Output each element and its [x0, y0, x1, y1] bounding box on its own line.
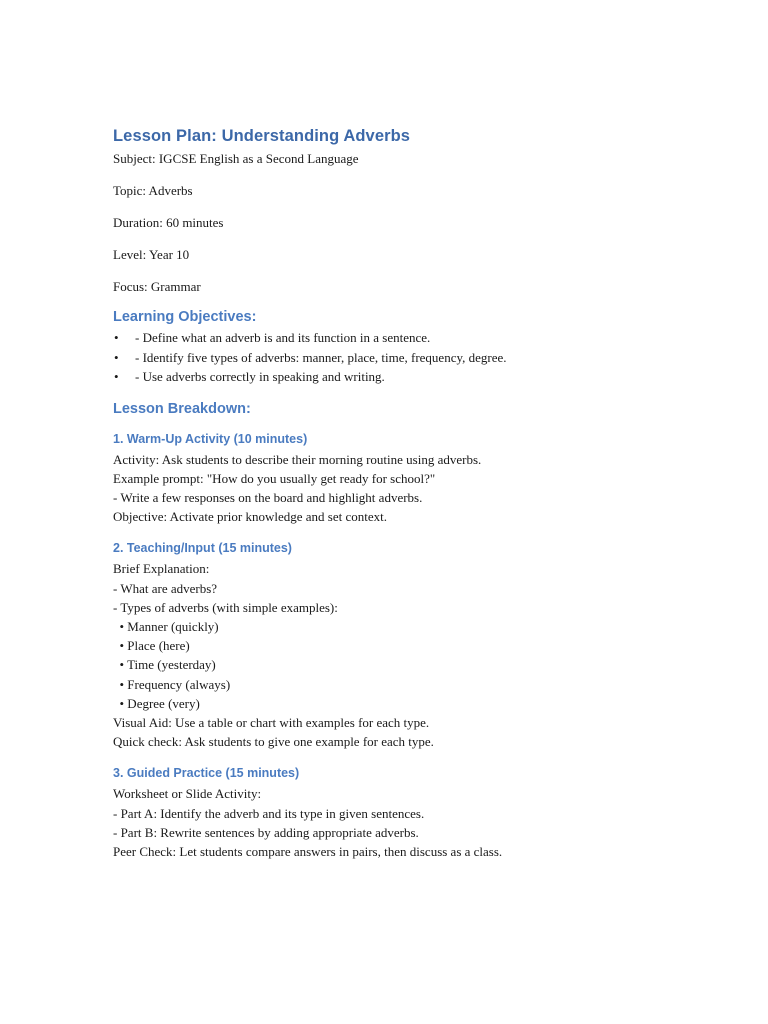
objectives-heading: Learning Objectives: [113, 309, 257, 325]
breakdown-heading: Lesson Breakdown: [113, 400, 251, 417]
document-title: Lesson Plan: Understanding Adverbs [113, 127, 411, 145]
meta-level: Level: Year 10 [113, 247, 190, 262]
section-heading: 1. Warm-Up Activity (10 minutes) [113, 431, 308, 446]
section-line: - Part A: Identify the adverb and its type in given sentences. [113, 805, 425, 821]
meta-topic: Topic: Adverbs [113, 183, 193, 198]
lesson-meta [113, 150, 733, 296]
section-line: • Manner (quickly) [113, 618, 219, 634]
section-line: - What are adverbs? [113, 580, 218, 596]
section-line: • Degree (very) [113, 695, 200, 711]
section-line: Quick check: Ask students to give one example for each type. [113, 734, 434, 750]
section-line: Activity: Ask students to describe their morning routine using adverbs. [113, 451, 482, 467]
section-line: • Frequency (always) [113, 676, 231, 692]
bullet-icon: • [114, 349, 119, 365]
bullet-icon: • [114, 330, 119, 345]
section-line: Worksheet or Slide Activity: [113, 786, 262, 802]
document-page [113, 124, 733, 874]
bullet-icon: • [114, 369, 119, 384]
section-line: Brief Explanation: [113, 561, 210, 577]
meta-duration: Duration: 60 minutes [113, 215, 224, 230]
objective-text: - Identify five types of adverbs: manner, place, time, frequency, degree. [135, 349, 507, 365]
section-line: - Part B: Rewrite sentences by adding appropriate adverbs. [113, 824, 419, 840]
meta-focus: Focus: Grammar [113, 279, 201, 294]
section-guided-practice [113, 764, 733, 861]
section-line: Objective: Activate prior knowledge and set context. [113, 509, 387, 525]
section-warm-up [113, 430, 733, 527]
meta-subject: Subject: IGCSE English as a Second Language [113, 151, 359, 166]
section-heading: 3. Guided Practice (15 minutes) [113, 766, 300, 781]
list-item [113, 367, 733, 387]
objective-text: - Use adverbs correctly in speaking and writing. [135, 369, 385, 384]
section-line: • Time (yesterday) [113, 657, 216, 673]
section-line: Visual Aid: Use a table or chart with examples for each type. [113, 714, 430, 730]
section-line: - Write a few responses on the board and highlight adverbs. [113, 489, 423, 505]
section-teaching-input [113, 539, 733, 751]
section-line: • Place (here) [113, 638, 190, 654]
objective-text: - Define what an adverb is and its function in a sentence. [135, 330, 431, 345]
list-item [113, 348, 733, 368]
list-item [113, 328, 733, 348]
section-line: Example prompt: "How do you usually get ready for school?" [113, 470, 436, 486]
section-line: Peer Check: Let students compare answers in pairs, then discuss as a class. [113, 843, 503, 859]
section-line: - Types of adverbs (with simple examples): [113, 599, 338, 615]
objectives-list [113, 328, 733, 387]
section-heading: 2. Teaching/Input (15 minutes) [113, 541, 292, 556]
